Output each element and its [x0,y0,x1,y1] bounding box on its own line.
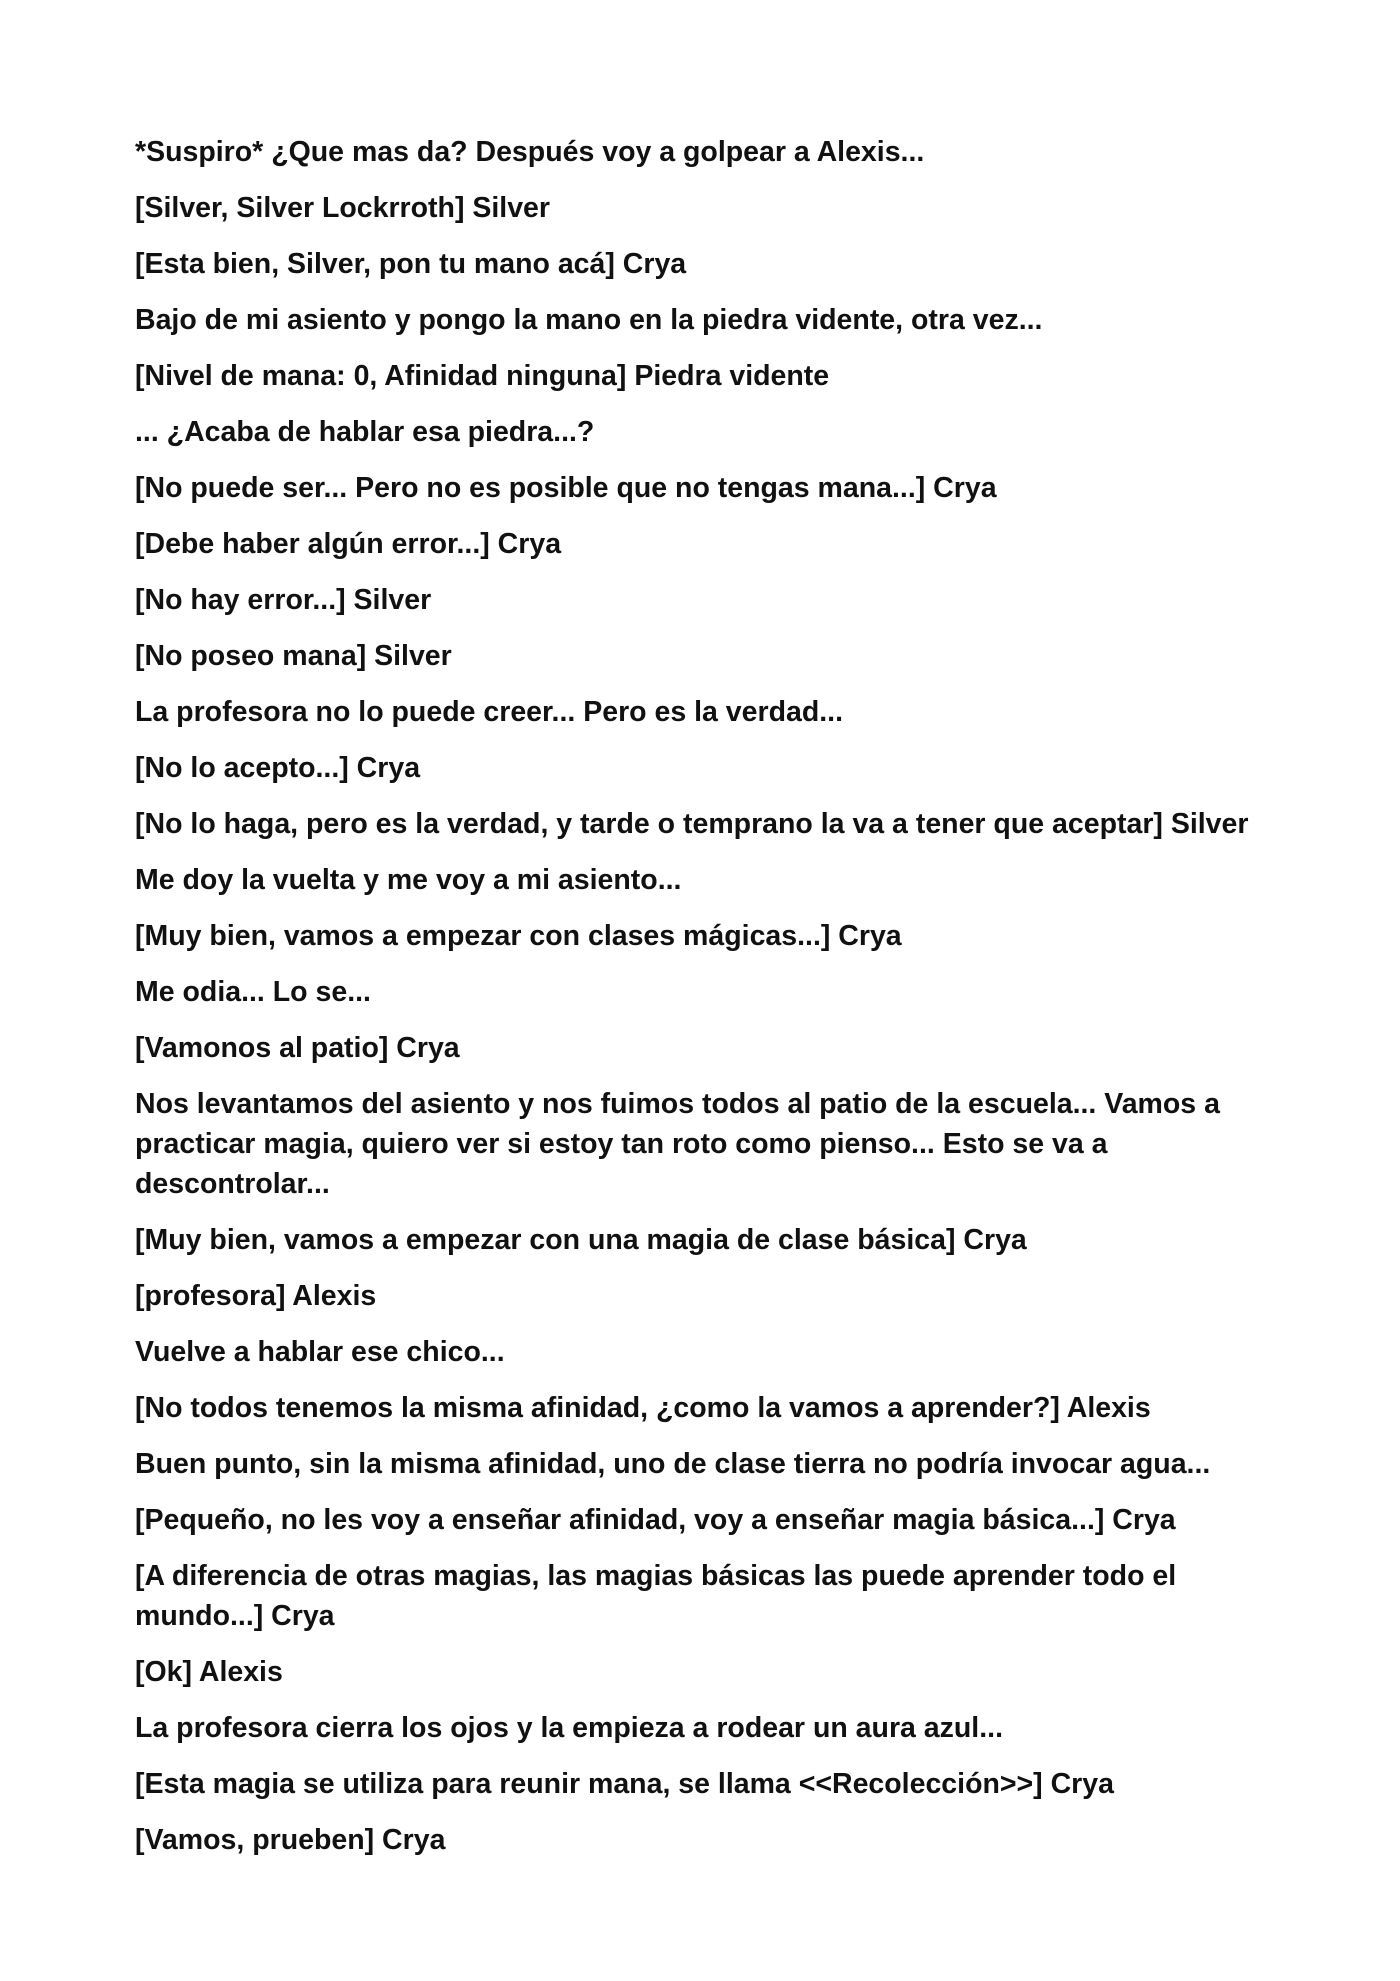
paragraph: [No lo haga, pero es la verdad, y tarde o temprano la va a tener que aceptar] Silver [135,808,1249,840]
paragraph: [Muy bien, vamos a empezar con una magia de clase básica] Crya [135,1224,1027,1256]
paragraph: Me odia... Lo se... [135,976,371,1008]
paragraph: [No todos tenemos la misma afinidad, ¿como la vamos a aprender?] Alexis [135,1392,1151,1424]
paragraph: [No lo acepto...] Crya [135,752,421,784]
paragraph: Nos levantamos del asiento y nos fuimos todos al patio de la escuela... Vamos a practicar magia, quiero ver si estoy tan roto como pienso... Esto se va a descontrolar... [135,1088,1220,1200]
paragraph: [Ok] Alexis [135,1656,283,1688]
paragraph: [Muy bien, vamos a empezar con clases mágicas...] Crya [135,920,902,952]
paragraph: La profesora no lo puede creer... Pero es la verdad... [135,696,844,728]
paragraph: [No hay error...] Silver [135,584,432,616]
paragraph: Buen punto, sin la misma afinidad, uno de clase tierra no podría invocar agua... [135,1448,1211,1480]
paragraph: La profesora cierra los ojos y la empieza a rodear un aura azul... [135,1712,1003,1744]
paragraph: Vuelve a hablar ese chico... [135,1336,505,1368]
paragraph: [Esta magia se utiliza para reunir mana, se llama <<Recolección>>] Crya [135,1768,1114,1800]
paragraph: [Vamos, prueben] Crya [135,1824,446,1856]
paragraph: [No poseo mana] Silver [135,640,452,672]
paragraph: [Nivel de mana: 0, Afinidad ninguna] Piedra vidente [135,360,830,392]
paragraph: [Pequeño, no les voy a enseñar afinidad, voy a enseñar magia básica...] Crya [135,1504,1176,1536]
document-body [135,132,1275,1876]
paragraph: [A diferencia de otras magias, las magias básicas las puede aprender todo el mundo...] Crya [135,1560,1177,1632]
paragraph: [Vamonos al patio] Crya [135,1032,460,1064]
paragraph: [Debe haber algún error...] Crya [135,528,562,560]
paragraph: [Silver, Silver Lockrroth] Silver [135,192,551,224]
paragraph: Bajo de mi asiento y pongo la mano en la piedra vidente, otra vez... [135,304,1043,336]
paragraph: Me doy la vuelta y me voy a mi asiento... [135,864,682,896]
paragraph: [No puede ser... Pero no es posible que no tengas mana...] Crya [135,472,997,504]
paragraph: *Suspiro* ¿Que mas da? Después voy a golpear a Alexis... [135,136,925,168]
paragraph: [profesora] Alexis [135,1280,377,1312]
paragraph: ... ¿Acaba de hablar esa piedra...? [135,416,595,448]
paragraph: [Esta bien, Silver, pon tu mano acá] Crya [135,248,687,280]
